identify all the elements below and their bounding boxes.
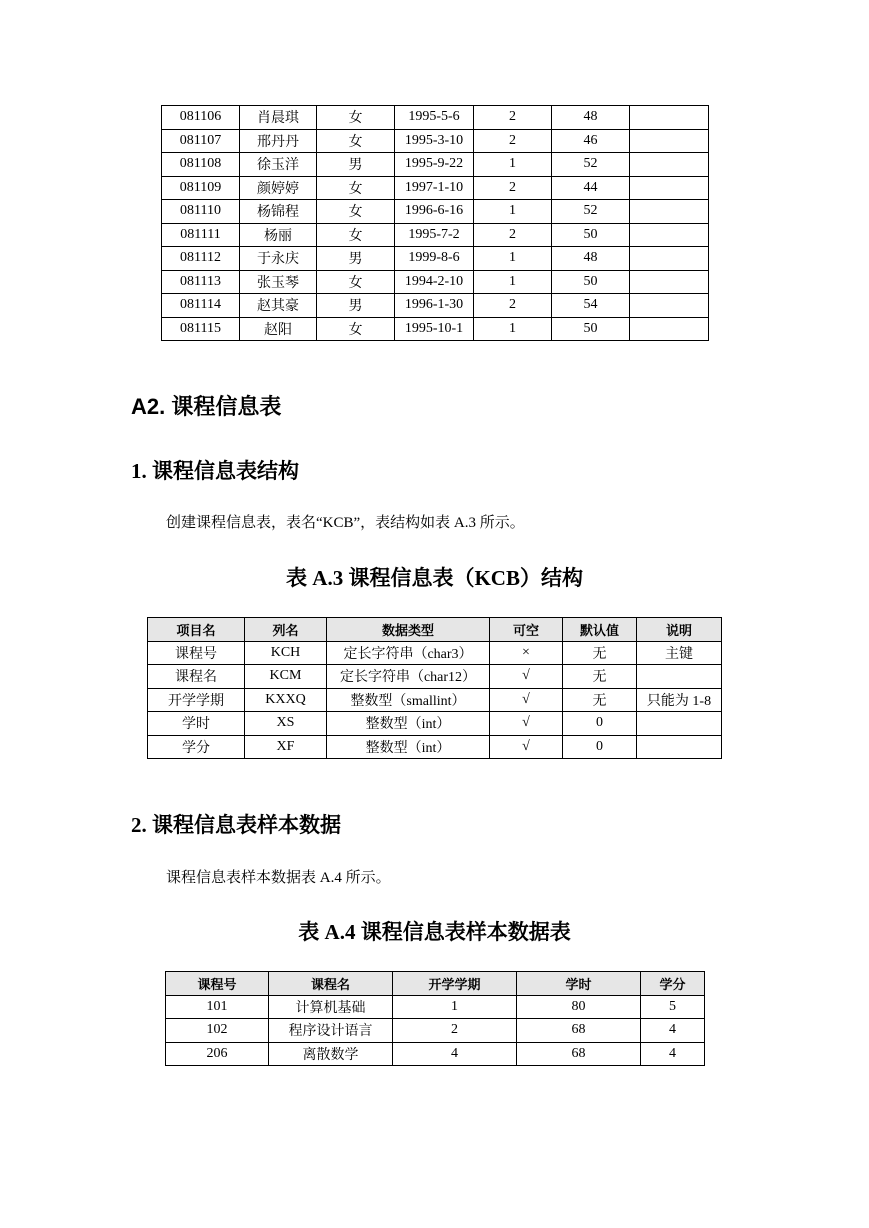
table-cell: 68 [517, 1019, 641, 1043]
structure-table-body [148, 641, 722, 759]
table-cell [630, 129, 709, 153]
table-cell: 1 [474, 270, 552, 294]
table-cell: 女 [317, 223, 395, 247]
table-cell [630, 176, 709, 200]
table-cell: 女 [317, 270, 395, 294]
column-header: 课程号 [166, 972, 269, 996]
table-cell: 1994-2-10 [395, 270, 474, 294]
section-a2-heading [131, 390, 281, 421]
table-cell: √ [490, 712, 563, 736]
table-cell: 4 [641, 1042, 705, 1066]
table-cell: 0 [563, 735, 637, 759]
table-cell [630, 270, 709, 294]
table-cell [637, 712, 722, 736]
student-table-body [162, 106, 709, 341]
table-row [148, 665, 722, 689]
table-cell: 1997-1-10 [395, 176, 474, 200]
column-header: 学时 [517, 972, 641, 996]
structure-table-header [148, 618, 722, 642]
table-cell: 1995-3-10 [395, 129, 474, 153]
table-a4-caption: 表 A.4 课程信息表样本数据表 [298, 920, 571, 944]
structure-table [147, 617, 722, 759]
table-cell: 课程号 [148, 641, 245, 665]
column-header: 数据类型 [327, 618, 490, 642]
table-cell: 学分 [148, 735, 245, 759]
table-cell [630, 247, 709, 271]
table-cell: 整数型（int） [327, 735, 490, 759]
table-cell: 102 [166, 1019, 269, 1043]
table-cell [630, 223, 709, 247]
table-cell: √ [490, 665, 563, 689]
table-cell: 081106 [162, 106, 240, 130]
table-cell: 无 [563, 665, 637, 689]
table-cell: 男 [317, 153, 395, 177]
table-cell: 女 [317, 176, 395, 200]
table-cell: 整数型（int） [327, 712, 490, 736]
table-cell: 杨丽 [240, 223, 317, 247]
table-row [162, 317, 709, 341]
table-row [162, 294, 709, 318]
section-1-heading: 1. 课程信息表结构 [131, 459, 299, 483]
column-header: 课程名 [269, 972, 393, 996]
table-cell: 1 [474, 317, 552, 341]
table-row [162, 247, 709, 271]
section-1-paragraph: 创建课程信息表，表名“KCB”，表结构如表 A.3 所示。 [166, 515, 525, 531]
table-cell: 1995-10-1 [395, 317, 474, 341]
table-cell: 50 [552, 223, 630, 247]
table-cell: 081108 [162, 153, 240, 177]
table-cell [630, 317, 709, 341]
table-cell: KCM [245, 665, 327, 689]
table-cell: XF [245, 735, 327, 759]
table-cell: 徐玉洋 [240, 153, 317, 177]
table-row [162, 129, 709, 153]
table-cell: 整数型（smallint） [327, 688, 490, 712]
table-row [148, 712, 722, 736]
column-header: 学分 [641, 972, 705, 996]
table-row [162, 106, 709, 130]
column-header: 默认值 [563, 618, 637, 642]
table-cell: 081112 [162, 247, 240, 271]
sample-table-body [166, 995, 705, 1066]
table-row [148, 735, 722, 759]
table-cell: 1 [474, 153, 552, 177]
table-cell: 张玉琴 [240, 270, 317, 294]
table-cell: 081110 [162, 200, 240, 224]
table-row [162, 270, 709, 294]
table-cell: 离散数学 [269, 1042, 393, 1066]
table-row [148, 688, 722, 712]
table-cell: 于永庆 [240, 247, 317, 271]
section-2-paragraph: 课程信息表样本数据表 A.4 所示。 [166, 870, 391, 886]
table-cell: KCH [245, 641, 327, 665]
table-cell [637, 665, 722, 689]
table-cell: √ [490, 688, 563, 712]
table-row [148, 641, 722, 665]
table-cell: 44 [552, 176, 630, 200]
table-cell: 081115 [162, 317, 240, 341]
sample-table [165, 971, 705, 1066]
table-cell [630, 153, 709, 177]
table-cell: 课程名 [148, 665, 245, 689]
table-cell: 2 [393, 1019, 517, 1043]
table-cell: 68 [517, 1042, 641, 1066]
student-table [161, 105, 709, 341]
table-cell: 2 [474, 176, 552, 200]
table-row [162, 153, 709, 177]
table-cell: 1996-6-16 [395, 200, 474, 224]
table-cell: 定长字符串（char12） [327, 665, 490, 689]
table-cell: 206 [166, 1042, 269, 1066]
table-cell: 1 [474, 247, 552, 271]
table-cell: 女 [317, 129, 395, 153]
table-row [162, 200, 709, 224]
table-cell: 定长字符串（char3） [327, 641, 490, 665]
table-cell: 肖晨琪 [240, 106, 317, 130]
table-cell: 101 [166, 995, 269, 1019]
table-cell [637, 735, 722, 759]
column-header: 列名 [245, 618, 327, 642]
table-row [166, 995, 705, 1019]
table-cell: 081113 [162, 270, 240, 294]
section-a2-title: 课程信息表 [171, 395, 282, 420]
table-cell: 1 [474, 200, 552, 224]
table-cell: 54 [552, 294, 630, 318]
section-2-heading: 2. 课程信息表样本数据 [131, 813, 341, 837]
table-cell: 52 [552, 153, 630, 177]
section-a2-number: A2. [131, 394, 166, 419]
table-cell: 46 [552, 129, 630, 153]
table-cell: 程序设计语言 [269, 1019, 393, 1043]
table-cell: 邢丹丹 [240, 129, 317, 153]
table-cell: 50 [552, 317, 630, 341]
column-header: 可空 [490, 618, 563, 642]
table-cell: 女 [317, 317, 395, 341]
table-cell: 1996-1-30 [395, 294, 474, 318]
column-header: 说明 [637, 618, 722, 642]
table-cell: 颜婷婷 [240, 176, 317, 200]
table-cell: 杨锦程 [240, 200, 317, 224]
table-cell: 80 [517, 995, 641, 1019]
table-cell: 48 [552, 247, 630, 271]
table-cell: XS [245, 712, 327, 736]
table-row [162, 176, 709, 200]
table-cell: 50 [552, 270, 630, 294]
table-cell: 52 [552, 200, 630, 224]
table-cell: 女 [317, 200, 395, 224]
table-row [162, 223, 709, 247]
table-cell: 1999-8-6 [395, 247, 474, 271]
column-header: 项目名 [148, 618, 245, 642]
table-cell [630, 294, 709, 318]
table-cell: √ [490, 735, 563, 759]
table-cell: 2 [474, 223, 552, 247]
table-cell: 无 [563, 641, 637, 665]
sample-table-header [166, 972, 705, 996]
table-cell: 赵阳 [240, 317, 317, 341]
table-cell [630, 200, 709, 224]
table-cell: 1995-9-22 [395, 153, 474, 177]
table-row [166, 1019, 705, 1043]
table-cell: 学时 [148, 712, 245, 736]
table-cell: 赵其豪 [240, 294, 317, 318]
table-cell: 女 [317, 106, 395, 130]
table-cell: 男 [317, 247, 395, 271]
table-cell: 男 [317, 294, 395, 318]
table-cell: 0 [563, 712, 637, 736]
table-cell: 2 [474, 106, 552, 130]
table-cell: KXXQ [245, 688, 327, 712]
table-a3-caption: 表 A.3 课程信息表（KCB）结构 [286, 566, 583, 590]
table-cell: 1995-5-6 [395, 106, 474, 130]
table-cell: 只能为 1-8 [637, 688, 722, 712]
table-cell: 4 [393, 1042, 517, 1066]
table-cell: 48 [552, 106, 630, 130]
table-cell: 1 [393, 995, 517, 1019]
table-cell: 081111 [162, 223, 240, 247]
table-cell: 5 [641, 995, 705, 1019]
table-cell: × [490, 641, 563, 665]
table-cell: 081109 [162, 176, 240, 200]
table-cell: 主键 [637, 641, 722, 665]
column-header: 开学学期 [393, 972, 517, 996]
table-cell: 4 [641, 1019, 705, 1043]
table-cell: 2 [474, 129, 552, 153]
table-cell [630, 106, 709, 130]
table-cell: 1995-7-2 [395, 223, 474, 247]
table-row [166, 1042, 705, 1066]
table-cell: 2 [474, 294, 552, 318]
table-cell: 计算机基础 [269, 995, 393, 1019]
table-cell: 开学学期 [148, 688, 245, 712]
table-cell: 无 [563, 688, 637, 712]
table-cell: 081114 [162, 294, 240, 318]
table-cell: 081107 [162, 129, 240, 153]
